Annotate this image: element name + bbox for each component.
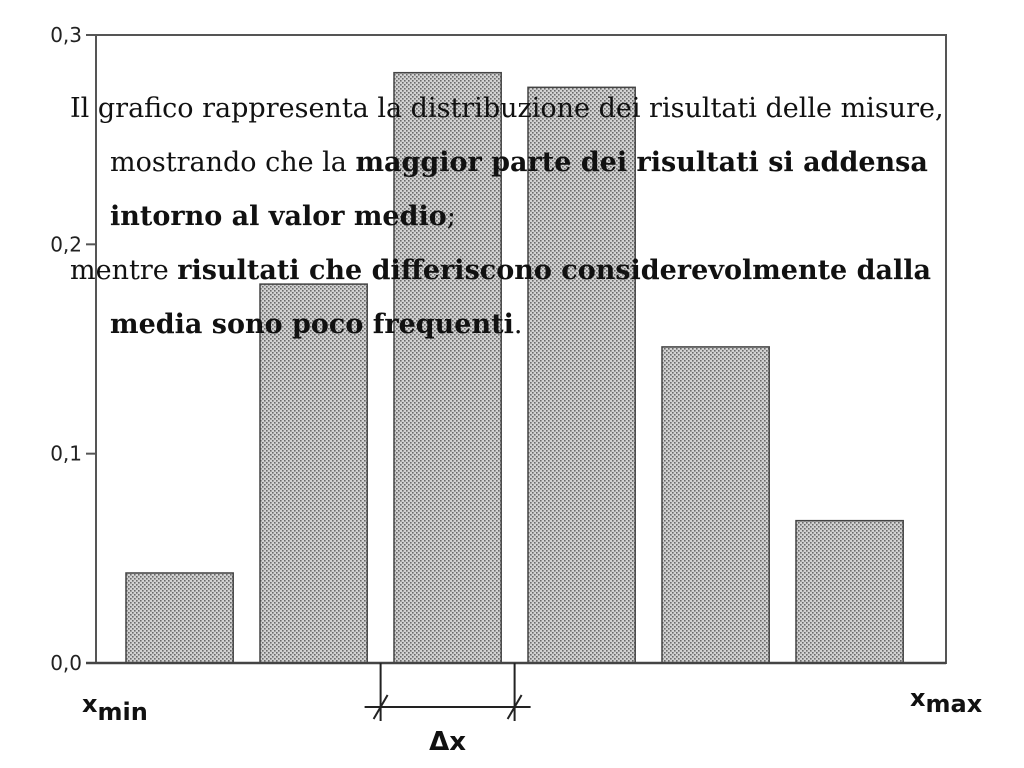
y-tick-label: 0,1 <box>50 441 82 466</box>
paragraph-2-end: . <box>513 309 523 340</box>
paragraph-2-start: mentre <box>70 255 178 286</box>
paragraph-1-end: ; <box>446 201 456 232</box>
y-tick-label: 0,2 <box>50 232 82 257</box>
paragraph-1 <box>70 82 970 244</box>
description-text <box>70 82 970 352</box>
bar-1 <box>126 573 233 663</box>
delta-x-label: Δx <box>429 727 467 757</box>
y-tick-label: 0,0 <box>50 651 82 675</box>
bar-6 <box>796 521 903 663</box>
paragraph-2-emphasis: risultati che differiscono considerevolmente dalla media sono poco frequenti <box>110 255 932 340</box>
x-min-label: xmin <box>82 690 148 726</box>
paragraph-1-emphasis: maggior parte dei risultati si addensa intorno al valor medio <box>110 147 928 232</box>
bar-5 <box>662 347 769 663</box>
x-max-label: xmax <box>910 684 983 718</box>
y-tick-label: 0,3 <box>50 23 82 47</box>
paragraph-1-start: Il grafico rappresenta la distribuzione dei risultati delle misure, mostrando che la <box>70 93 944 178</box>
paragraph-2 <box>70 244 970 352</box>
